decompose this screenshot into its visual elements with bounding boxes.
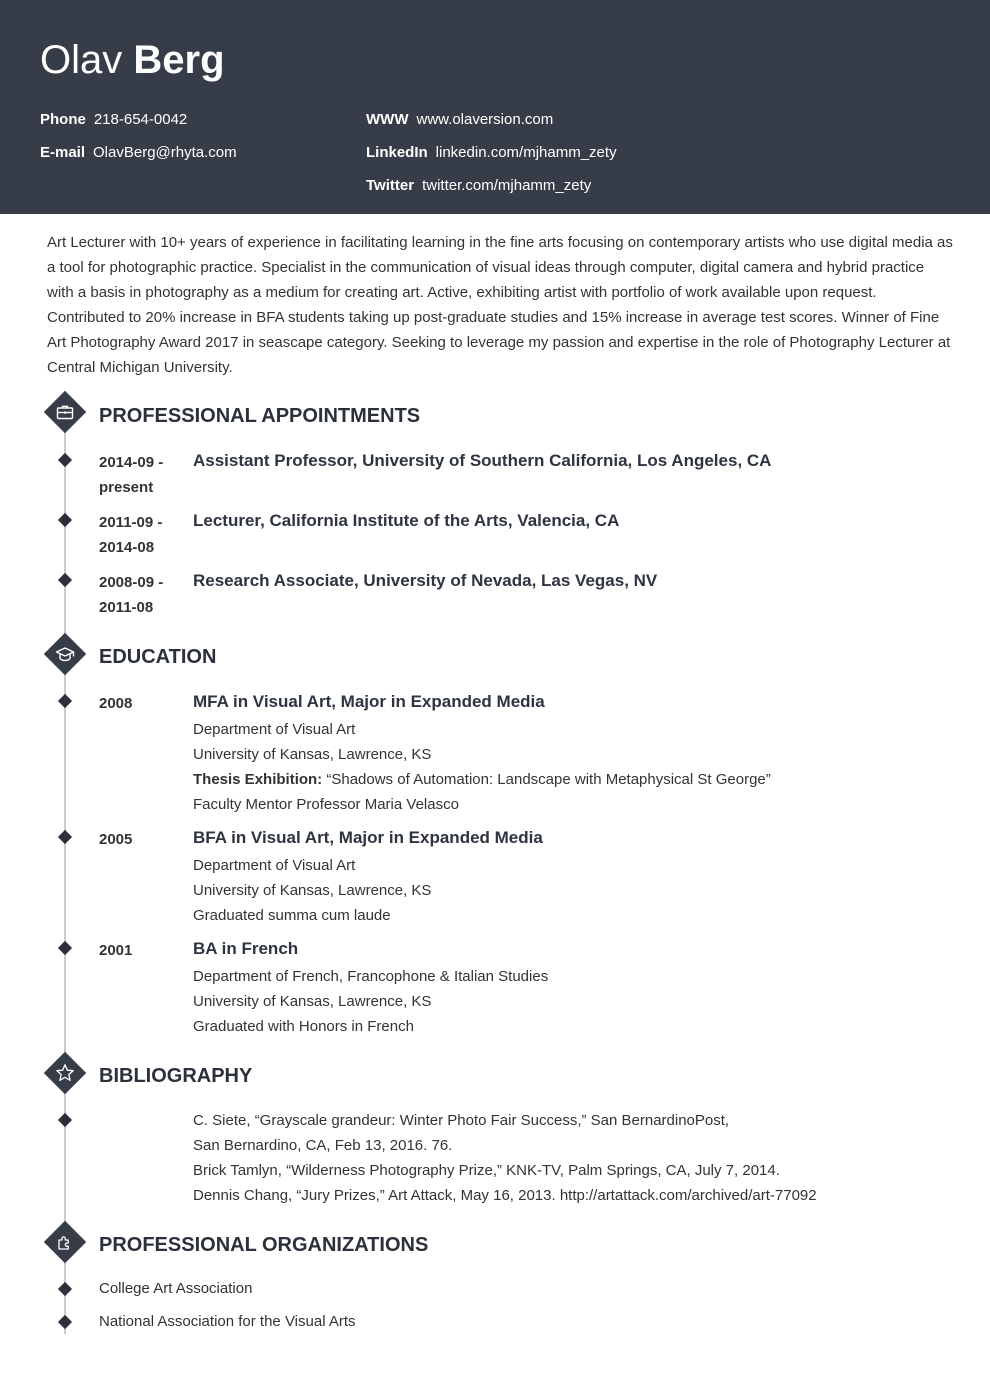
twitter-label: Twitter: [366, 177, 415, 194]
education-year: 2001: [99, 942, 133, 959]
education-department: Department of Visual Art: [193, 721, 356, 738]
email-link[interactable]: OlavBerg@rhyta.com: [93, 144, 237, 161]
appointment-title: Research Associate, University of Nevada, Las Vegas, NV: [193, 571, 658, 590]
timeline-marker: [58, 453, 72, 467]
last-name: Berg: [133, 38, 225, 82]
phone-label: Phone: [40, 111, 86, 128]
timeline-marker: [58, 573, 72, 587]
email-label: E-mail: [40, 144, 86, 161]
first-name: Olav: [40, 38, 123, 82]
bibliography-line: Dennis Chang, “Jury Prizes,” Art Attack, May 16, 2013. http://artattack.com/archived/art-77092: [193, 1187, 817, 1204]
education-degree: BFA in Visual Art, Major in Expanded Media: [193, 828, 543, 847]
appointment-title: Assistant Professor, University of Southern California, Los Angeles, CA: [193, 451, 772, 470]
linkedin-label: LinkedIn: [366, 144, 428, 161]
contact-linkedin: [366, 143, 617, 163]
education-school: University of Kansas, Lawrence, KS: [193, 746, 432, 763]
appointment-title: Lecturer, California Institute of the Arts, Valencia, CA: [193, 511, 620, 530]
education-degree: BA in French: [193, 939, 299, 958]
timeline-marker: [58, 1315, 72, 1329]
timeline-line: [64, 412, 66, 1334]
candidate-name: [40, 36, 225, 84]
timeline-marker: [58, 694, 72, 708]
education-department: Department of French, Francophone & Italian Studies: [193, 968, 549, 985]
section-title-appointments: PROFESSIONAL APPOINTMENTS: [99, 405, 421, 427]
section-title-education: EDUCATION: [99, 646, 217, 668]
organization-item: College Art Association: [99, 1280, 253, 1297]
contact-email: [40, 143, 237, 163]
linkedin-link[interactable]: linkedin.com/mjhamm_zety: [435, 144, 617, 161]
contact-twitter: [366, 176, 591, 196]
briefcase-icon: [47, 394, 83, 430]
education-thesis: [193, 767, 771, 792]
contact-phone: [40, 110, 187, 130]
resume-header: [0, 0, 990, 214]
education-school: University of Kansas, Lawrence, KS: [193, 993, 432, 1010]
twitter-link[interactable]: twitter.com/mjhamm_zety: [422, 177, 592, 194]
organization-item: National Association for the Visual Arts: [99, 1313, 356, 1330]
www-label: WWW: [366, 111, 409, 128]
star-icon: [47, 1055, 83, 1091]
bibliography-line: C. Siete, “Grayscale grandeur: Winter Photo Fair Success,” San BernardinoPost,: [193, 1112, 730, 1129]
website-link[interactable]: www.olaversion.com: [416, 111, 554, 128]
education-school: University of Kansas, Lawrence, KS: [193, 882, 432, 899]
appointment-date: 2011-09 - 2014-08: [99, 514, 163, 556]
thesis-title: “Shadows of Automation: Landscape with Metaphysical St George”: [326, 771, 771, 788]
bibliography-line: San Bernardino, CA, Feb 13, 2016. 76.: [193, 1137, 453, 1154]
profile-summary: Art Lecturer with 10+ years of experience in facilitating learning in the fine arts focusing on contemporary artists who use digital media as a tool for photographic practice. Specialist in the communication of visual ideas through computer, digital camera and hybrid practice with a basis in photography as a medium for creating art. Active, exhibiting artist with portfolio of work available upon request. Contributed to 20% increase in BFA students taking up post-graduate studies and 15% increase in average test scores. Winner of Fine Art Photography Award 2017 in seascape category. Seeking to leverage my passion and expertise in the role of Photography Lecturer at Central Michigan University.: [47, 234, 953, 376]
education-mentor: Faculty Mentor Professor Maria Velasco: [193, 796, 459, 813]
timeline-marker: [58, 830, 72, 844]
education-year: 2008: [99, 695, 133, 712]
education-year: 2005: [99, 831, 133, 848]
appointment-date: 2008-09 - 2011-08: [99, 574, 164, 616]
phone-value[interactable]: 218-654-0042: [93, 111, 188, 128]
appointment-date: 2014-09 - present: [99, 454, 164, 496]
contact-www: [366, 110, 553, 130]
timeline-marker: [58, 513, 72, 527]
thesis-label: Thesis Exhibition:: [193, 771, 323, 788]
education-degree: MFA in Visual Art, Major in Expanded Media: [193, 692, 545, 711]
timeline-marker: [58, 1282, 72, 1296]
graduation-cap-icon: [47, 636, 83, 672]
timeline-marker: [58, 941, 72, 955]
education-department: Department of Visual Art: [193, 857, 356, 874]
section-title-organizations: PROFESSIONAL ORGANIZATIONS: [99, 1234, 429, 1256]
puzzle-icon: [47, 1224, 83, 1260]
bibliography-line: Brick Tamlyn, “Wilderness Photography Prize,” KNK-TV, Palm Springs, CA, July 7, 2014.: [193, 1162, 780, 1179]
section-title-bibliography: BIBLIOGRAPHY: [99, 1065, 253, 1087]
education-note: Graduated summa cum laude: [193, 907, 391, 924]
timeline-marker: [58, 1113, 72, 1127]
education-note: Graduated with Honors in French: [193, 1018, 414, 1035]
